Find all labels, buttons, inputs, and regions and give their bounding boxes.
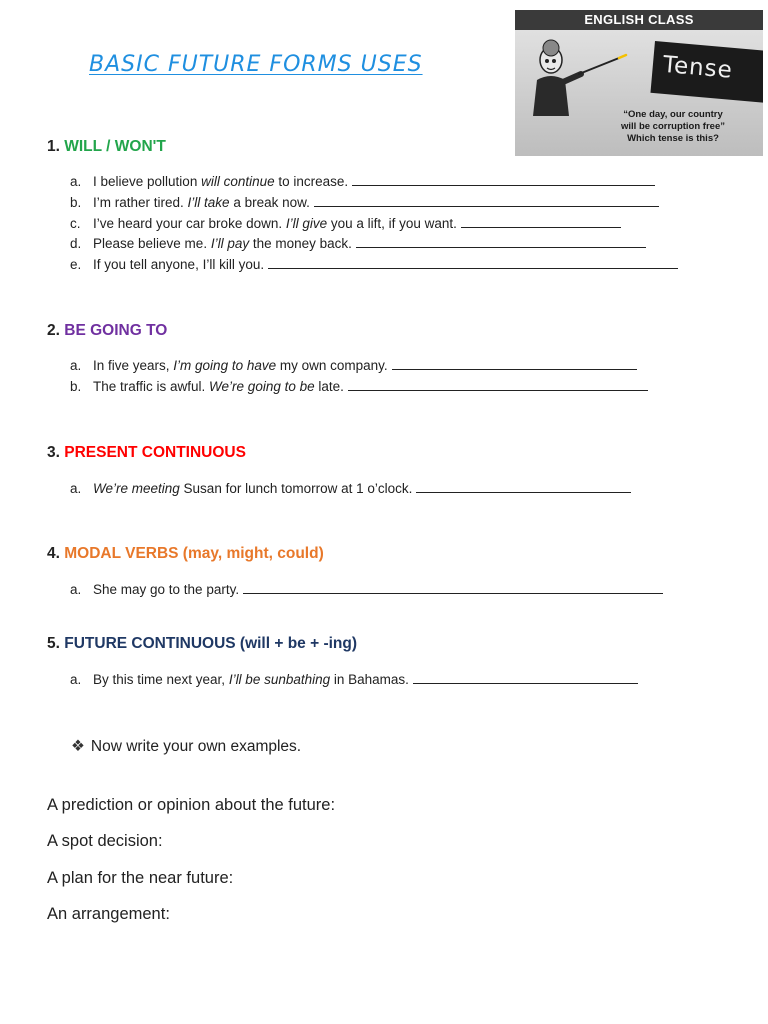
present-continuous-examples-list	[70, 479, 631, 500]
answer-line[interactable]	[413, 682, 638, 684]
instruction: ❖ Now write your own examples.	[71, 738, 302, 755]
list-item: b. The traffic is awful. We’re going to be late.	[70, 377, 648, 398]
answer-line[interactable]	[461, 226, 621, 228]
list-item: a. We’re meeting Susan for lunch tomorrow at 1 o’clock.	[70, 479, 631, 500]
teacher-illustration	[523, 38, 643, 118]
section-heading-going-to: 2. BE GOING TO	[47, 322, 168, 339]
list-item: b. I’m rather tired. I’ll take a break now.	[70, 193, 678, 214]
logo-banner: ENGLISH CLASS	[515, 10, 763, 30]
answer-line[interactable]	[416, 491, 631, 493]
prompt-spot-decision: A spot decision:	[47, 832, 163, 850]
diamond-bullet-icon: ❖	[71, 738, 85, 755]
prompt-arrangement: An arrangement:	[47, 905, 170, 923]
answer-line[interactable]	[352, 184, 655, 186]
list-item: e. If you tell anyone, I’ll kill you.	[70, 255, 678, 276]
board-word: Tense	[661, 51, 734, 84]
section-heading-present-continuous: 3. PRESENT CONTINUOUS	[47, 444, 246, 461]
going-to-examples-list	[70, 356, 648, 398]
section-heading-modal-verbs: 4. MODAL VERBS (may, might, could)	[47, 545, 324, 562]
prompt-prediction: A prediction or opinion about the future:	[47, 796, 336, 814]
prompt-plan: A plan for the near future:	[47, 869, 234, 887]
blackboard	[650, 41, 763, 103]
answer-line[interactable]	[314, 205, 659, 207]
page-title: BASIC FUTURE FORMS USES	[89, 52, 423, 77]
answer-line[interactable]	[268, 267, 678, 269]
modal-verbs-examples-list	[70, 580, 663, 601]
answer-line[interactable]	[356, 246, 646, 248]
answer-line[interactable]	[348, 389, 648, 391]
list-item: a. By this time next year, I’ll be sunbathing in Bahamas.	[70, 670, 638, 691]
list-item: a. In five years, I’m going to have my own company.	[70, 356, 648, 377]
answer-line[interactable]	[392, 368, 637, 370]
answer-line[interactable]	[243, 592, 663, 594]
section-heading-will: 1. WILL / WON'T	[47, 138, 166, 155]
section-heading-future-continuous: 5. FUTURE CONTINUOUS (will + be + -ing)	[47, 635, 358, 652]
logo-caption: “One day, our country will be corruption free” Which tense is this?	[621, 109, 725, 144]
list-item: a. I believe pollution will continue to increase.	[70, 172, 678, 193]
list-item: c. I’ve heard your car broke down. I’ll give you a lift, if you want.	[70, 214, 678, 235]
list-item: a. She may go to the party.	[70, 580, 663, 601]
will-examples-list	[70, 172, 678, 276]
future-continuous-examples-list	[70, 670, 638, 691]
english-class-logo	[515, 10, 763, 156]
list-item: d. Please believe me. I’ll pay the money back.	[70, 234, 678, 255]
